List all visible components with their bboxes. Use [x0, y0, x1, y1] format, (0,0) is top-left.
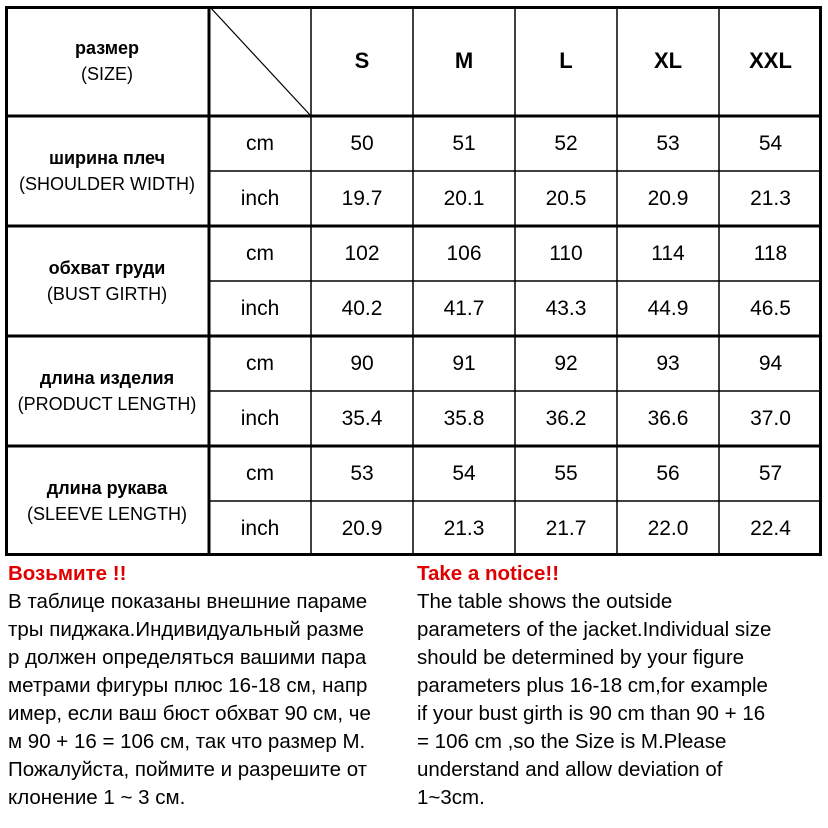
table-cell: 53	[350, 461, 374, 485]
table-cell: 21.3	[750, 186, 791, 210]
size-chart-table	[5, 6, 822, 556]
table-cell: 35.8	[443, 406, 485, 430]
notice-line: The table shows the outside	[417, 590, 673, 613]
size-header-ru: размер	[74, 38, 140, 58]
table-cell: 52	[554, 131, 578, 155]
row-label-bust-girth	[5, 226, 209, 336]
unit-inch: inch	[240, 406, 280, 430]
size-col-xxl: XXL	[749, 48, 792, 73]
table-cell: 20.9	[341, 516, 383, 540]
notice-line: метрами фигуры плюс 16-18 см, напр	[8, 674, 368, 697]
notice-line: м 90 + 16 = 106 см, так что размер M.	[8, 730, 366, 753]
table-cell: 91	[452, 351, 476, 375]
notice-english	[417, 560, 822, 812]
table-cell: 44.9	[647, 296, 689, 320]
notice-line: should be determined by your figure	[417, 646, 745, 669]
table-cell: 19.7	[341, 186, 383, 210]
table-cell: 102	[344, 241, 380, 265]
row-label-en: (SHOULDER WIDTH)	[19, 174, 195, 194]
table-cell: 114	[651, 241, 685, 265]
table-cell: 54	[758, 131, 783, 155]
row-label-ru: обхват груди	[48, 258, 166, 278]
table-cell: 56	[656, 461, 680, 485]
table-cell: 36.2	[545, 406, 587, 430]
table-cell: 22.0	[647, 516, 689, 540]
notice-line: understand and allow deviation of	[417, 758, 723, 781]
notice-line: parameters plus 16-18 cm,for example	[417, 674, 768, 697]
row-label-en: (PRODUCT LENGTH)	[17, 394, 197, 414]
size-col-m: M	[454, 48, 474, 73]
table-cell: 106	[446, 241, 482, 265]
notice-russian	[8, 560, 408, 812]
unit-cm: cm	[246, 131, 274, 155]
notice-line: = 106 cm ,so the Size is M.Please	[417, 730, 727, 753]
table-cell: 46.5	[750, 296, 791, 320]
table-cell: 94	[758, 351, 783, 375]
size-col-s: S	[354, 48, 370, 73]
notice-line: if your bust girth is 90 cm than 90 + 16	[417, 702, 766, 725]
table-cell: 21.3	[443, 516, 485, 540]
size-col-l: L	[559, 48, 573, 73]
table-cell: 20.5	[545, 186, 587, 210]
table-cell: 54	[452, 461, 476, 485]
table-cell: 43.3	[545, 296, 587, 320]
table-cell: 110	[549, 241, 583, 265]
unit-cm: cm	[246, 241, 274, 265]
row-label-product-length	[5, 336, 209, 446]
notice-title-en: Take a notice!!	[417, 562, 560, 585]
table-cell: 55	[554, 461, 578, 485]
size-header-en: (SIZE)	[81, 64, 133, 84]
row-label-sleeve-length	[5, 446, 209, 556]
table-cell: 51	[452, 131, 476, 155]
table-cell: 118	[753, 241, 788, 265]
notice-title-ru: Возьмите !!	[8, 562, 127, 585]
size-col-xl: XL	[653, 48, 683, 73]
unit-cm: cm	[246, 351, 274, 375]
size-header-label	[5, 6, 209, 116]
table-cell: 57	[758, 461, 783, 485]
unit-cm: cm	[246, 461, 274, 485]
notice-line: р должен определяться вашими пара	[8, 646, 367, 669]
table-cell: 22.4	[750, 516, 791, 540]
table-cell: 92	[554, 351, 578, 375]
table-cell: 41.7	[443, 296, 485, 320]
table-cell: 53	[656, 131, 680, 155]
row-label-shoulder-width	[5, 116, 209, 226]
table-cell: 90	[350, 351, 374, 375]
notice-line: тры пиджака.Индивидуальный разме	[8, 618, 364, 641]
notice-line: parameters of the jacket.Individual size	[417, 618, 772, 641]
unit-inch: inch	[240, 186, 280, 210]
table-cell: 21.7	[545, 516, 587, 540]
unit-inch: inch	[240, 296, 280, 320]
row-label-ru: длина изделия	[39, 368, 175, 388]
row-label-en: (BUST GIRTH)	[46, 284, 168, 304]
notice-line: клонение 1 ~ 3 см.	[8, 786, 186, 809]
notice-line: имер, если ваш бюст обхват 90 см, че	[8, 702, 371, 725]
table-cell: 93	[656, 351, 680, 375]
row-label-ru: ширина плеч	[48, 148, 166, 168]
notice-line: В таблице показаны внешние параме	[8, 590, 368, 613]
table-cell: 50	[350, 131, 374, 155]
table-cell: 20.1	[443, 186, 485, 210]
row-label-en: (SLEEVE LENGTH)	[26, 504, 188, 524]
table-cell: 20.9	[647, 186, 689, 210]
table-cell: 35.4	[341, 406, 383, 430]
notice-line: 1~3cm.	[417, 786, 485, 809]
table-cell: 40.2	[341, 296, 383, 320]
table-cell: 36.6	[647, 406, 689, 430]
unit-inch: inch	[240, 516, 280, 540]
notice-line: Пожалуйста, поймите и разрешите от	[8, 758, 368, 781]
table-cell: 37.0	[750, 406, 791, 430]
row-label-ru: длина рукава	[46, 478, 168, 498]
